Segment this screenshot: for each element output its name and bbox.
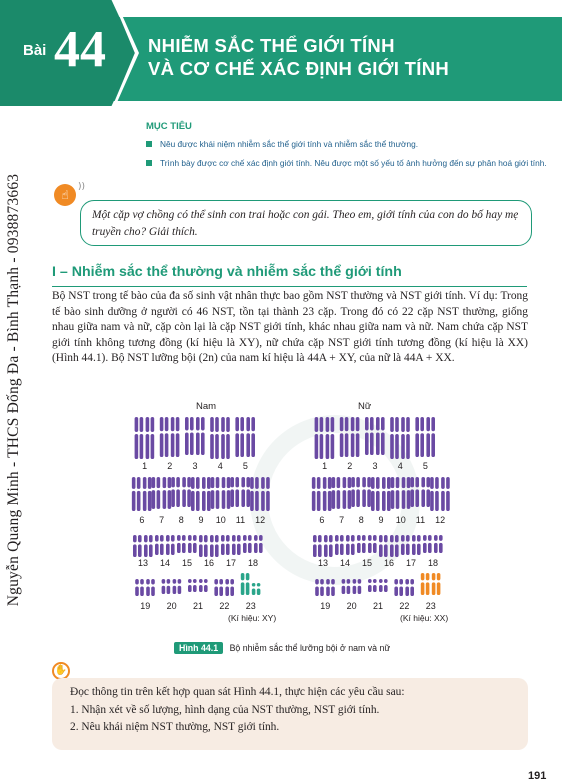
chromosome xyxy=(202,477,211,511)
chromosome xyxy=(371,477,380,511)
chromosome-number: 22 xyxy=(399,601,410,611)
male-label: Nam xyxy=(196,401,217,412)
chromosome xyxy=(357,535,366,553)
chromosome xyxy=(379,579,388,592)
objectives-list xyxy=(146,138,547,176)
objective-item: Trình bày được cơ chế xác định giới tính. Nêu được một số yếu tố ảnh hưởng đến sự phân hoá giới tính. xyxy=(146,157,547,176)
chromosome xyxy=(434,535,443,553)
chromosome-number: 22 xyxy=(219,601,230,611)
chromosome xyxy=(211,477,220,509)
chromosome xyxy=(351,417,360,457)
chromosome xyxy=(365,417,374,455)
chromosome-number: 17 xyxy=(405,558,417,568)
female-label: Nữ xyxy=(358,401,372,412)
chromosome-number: 2 xyxy=(167,461,173,471)
section-divider xyxy=(52,286,527,287)
chromosome xyxy=(232,535,241,555)
chromosome-number: 13 xyxy=(137,558,149,568)
chromosome-number: 11 xyxy=(415,515,426,525)
chromosome xyxy=(315,417,324,459)
chromosome-number: 15 xyxy=(181,558,193,568)
chromosome xyxy=(214,579,223,596)
chromosome-number: 8 xyxy=(178,515,184,525)
chromosome xyxy=(196,417,205,455)
figure-caption-label: Hình 44.1 xyxy=(174,642,223,654)
chromosome xyxy=(177,535,186,553)
chromosome xyxy=(171,417,180,457)
chromosome xyxy=(221,417,230,459)
chromosome xyxy=(132,477,141,511)
chromosome-number: 14 xyxy=(339,558,351,568)
speaker-icon: ☝ xyxy=(54,184,76,206)
chromosome-number: 3 xyxy=(372,461,378,471)
chromosome-y xyxy=(252,583,261,595)
chromosome xyxy=(246,417,255,457)
lesson-title xyxy=(148,34,548,80)
chromosome xyxy=(368,579,377,592)
chromosome xyxy=(379,535,388,557)
chromosome-number: 8 xyxy=(358,515,364,525)
chromosome xyxy=(323,477,332,511)
chromosome-number: 1 xyxy=(142,461,148,471)
chromosome-number: 6 xyxy=(319,515,325,525)
chromosome xyxy=(390,535,399,557)
chromosome xyxy=(254,535,263,553)
chromosome-number: 6 xyxy=(139,515,145,525)
chromosome xyxy=(376,417,385,455)
chromosome xyxy=(402,477,411,509)
chromosome-number: 5 xyxy=(422,461,428,471)
chromosome-number: 18 xyxy=(247,558,259,568)
chromosome xyxy=(342,579,351,594)
karyotype-chart xyxy=(100,395,520,635)
chromosome xyxy=(199,535,208,557)
chromosome-number: 21 xyxy=(192,601,204,611)
activity-item: 1. Nhận xét về số lượng, hình dạng của NST thường, NST giới tính. xyxy=(70,703,380,716)
lesson-word: Bài xyxy=(23,42,47,59)
chromosome xyxy=(163,477,172,509)
chromosome xyxy=(343,477,352,509)
chromosome xyxy=(324,535,333,557)
chromosome-number: 4 xyxy=(397,461,403,471)
chromosome xyxy=(241,477,250,507)
intro-question: Một cặp vợ chồng có thể sinh con trai hoặc con gái. Theo em, giới tính của con do bố hay mẹ truyền cho? Giải thích. xyxy=(92,209,519,238)
chromosome-number: 2 xyxy=(347,461,353,471)
chromosome xyxy=(243,535,252,553)
chromosome xyxy=(250,477,259,511)
chromosome-number: 21 xyxy=(372,601,384,611)
chromosome-number: 9 xyxy=(378,515,384,525)
chromosome-number: 20 xyxy=(166,601,177,611)
chromosome-number: 13 xyxy=(317,558,329,568)
sound-waves-icon: )) xyxy=(78,182,86,192)
chromosome xyxy=(421,477,430,507)
chromosome-number: 15 xyxy=(361,558,373,568)
chromosome xyxy=(412,535,421,555)
chromosome xyxy=(188,535,197,553)
karyotype-figure xyxy=(100,395,520,635)
figure-caption-text: Bộ nhiễm sắc thể lưỡng bội ở nam và nữ xyxy=(229,643,391,653)
chromosome xyxy=(390,417,399,459)
lesson-title-line2: VÀ CƠ CHẾ XÁC ĐỊNH GIỚI TÍNH xyxy=(148,58,450,79)
female-symbol: (Kí hiệu: XX) xyxy=(400,613,449,623)
lesson-number: 44 xyxy=(54,21,106,78)
chromosome-number: 16 xyxy=(203,558,215,568)
chromosome xyxy=(221,535,230,555)
chromosome xyxy=(210,535,219,557)
lesson-title-line1: NHIỄM SẮC THỂ GIỚI TÍNH xyxy=(148,35,395,56)
chromosome-number: 18 xyxy=(427,558,439,568)
chromosome-number: 17 xyxy=(225,558,237,568)
chromosome-x xyxy=(241,573,250,595)
chromosome xyxy=(401,417,410,459)
chromosome-number: 9 xyxy=(198,515,204,525)
chromosome xyxy=(225,579,234,596)
chromosome xyxy=(421,573,430,595)
chromosome xyxy=(441,477,450,511)
chromosome xyxy=(146,579,155,596)
chromosome xyxy=(185,417,194,455)
chromosome xyxy=(191,477,200,511)
male-symbol: (Kí hiệu: XY) xyxy=(228,613,277,623)
chromosome xyxy=(362,477,371,507)
chromosome xyxy=(162,579,171,594)
chromosome xyxy=(415,417,424,457)
side-credit xyxy=(3,173,25,607)
chromosome xyxy=(332,477,341,509)
chromosome xyxy=(382,477,391,511)
chromosome xyxy=(143,477,152,511)
chromosome xyxy=(222,477,231,509)
side-credit-text: Nguyễn Quang Minh - THCS Đống Đa - Bình Thạnh - 0938873663 xyxy=(5,173,22,607)
activity-intro: Đọc thông tin trên kết hợp quan sát Hình 44.1, thực hiện các yêu cầu sau: xyxy=(70,686,405,698)
chromosome xyxy=(401,535,410,555)
chromosome-number: 19 xyxy=(320,601,331,611)
chromosome xyxy=(135,417,144,459)
section-title: I – Nhiễm sắc thể thường và nhiễm sắc thể giới tính xyxy=(52,264,402,280)
chromosome xyxy=(426,417,435,457)
chromosome xyxy=(210,417,219,459)
chromosome-number: 1 xyxy=(322,461,328,471)
chromosome-number: 11 xyxy=(235,515,246,525)
chromosome xyxy=(144,535,153,557)
chromosome-number: 19 xyxy=(140,601,151,611)
chromosome xyxy=(166,535,175,555)
chromosome xyxy=(351,477,360,507)
chromosome xyxy=(340,417,349,457)
chromosome-number: 10 xyxy=(215,515,226,525)
chromosome xyxy=(146,417,155,459)
activity-item: 2. Nêu khái niệm NST thường, NST giới tính. xyxy=(70,721,280,733)
chromosome xyxy=(430,477,439,511)
chromosome-number: 7 xyxy=(159,515,165,525)
objectives-heading: MỤC TIÊU xyxy=(146,121,192,132)
chromosome xyxy=(135,579,144,596)
chromosome xyxy=(313,535,322,557)
chromosome-number: 23 xyxy=(245,601,256,611)
chromosome xyxy=(410,477,419,507)
chromosome xyxy=(173,579,182,594)
chromosome xyxy=(346,535,355,555)
chromosome xyxy=(133,535,142,557)
chromosome xyxy=(368,535,377,553)
chromosome xyxy=(432,573,441,595)
chromosome-number: 10 xyxy=(395,515,406,525)
chromosome xyxy=(188,579,197,592)
chromosome xyxy=(155,535,164,555)
chromosome-number: 16 xyxy=(383,558,395,568)
chromosome xyxy=(326,417,335,459)
chromosome-number: 3 xyxy=(192,461,198,471)
chromosome xyxy=(235,417,244,457)
chromosome-number: 14 xyxy=(159,558,171,568)
chromosome xyxy=(423,535,432,553)
chromosome xyxy=(326,579,335,596)
chromosome xyxy=(312,477,321,511)
figure-caption xyxy=(174,642,390,654)
chromosome xyxy=(335,535,344,555)
chromosome-number: 12 xyxy=(435,515,446,525)
chromosome-number: 23 xyxy=(425,601,436,611)
hand-icon: ✋ xyxy=(52,662,70,680)
chromosome xyxy=(230,477,239,507)
chromosome-number: 5 xyxy=(242,461,248,471)
chromosome xyxy=(182,477,191,507)
activity-content xyxy=(70,684,520,737)
chromosome xyxy=(353,579,362,594)
chromosome xyxy=(261,477,270,511)
chromosome xyxy=(160,417,169,457)
chromosome-number: 12 xyxy=(255,515,266,525)
section-paragraph: Bộ NST trong tế bào của đa số sinh vật nhân thực bao gồm NST thường và NST giới tính. Ví dụ: Trong tế bào sinh dưỡng ở người có 46 NST, tồn tại thành 23 cặp. Trong đó có 22 cặp NST thường, giống nhau giữa nam và nữ, cặp còn lại là cặp NST giới tính, khác nhau giữa nam và nữ. Nam chứa cặp NST giới tính không tương đồng (kí hiệu là XY), nữ chứa cặp NST giới tính tương đồng (kí hiệu là XX) (Hình 44.1). Bộ NST lưỡng bội (2n) của nam kí hiệu là 44A + XY, của nữ là 44A + XX. xyxy=(52,290,528,365)
chromosome xyxy=(391,477,400,509)
chromosome xyxy=(405,579,414,596)
chromosome-number: 20 xyxy=(346,601,357,611)
chromosome xyxy=(199,579,208,592)
chromosome-number: 4 xyxy=(217,461,223,471)
chromosome xyxy=(394,579,403,596)
chromosome xyxy=(171,477,180,507)
chromosome xyxy=(152,477,161,509)
chromosome xyxy=(315,579,324,596)
objective-item: Nêu được khái niệm nhiễm sắc thể giới tính và nhiễm sắc thể thường. xyxy=(146,138,547,157)
chromosome-number: 7 xyxy=(339,515,345,525)
page-number: 191 xyxy=(528,770,547,780)
